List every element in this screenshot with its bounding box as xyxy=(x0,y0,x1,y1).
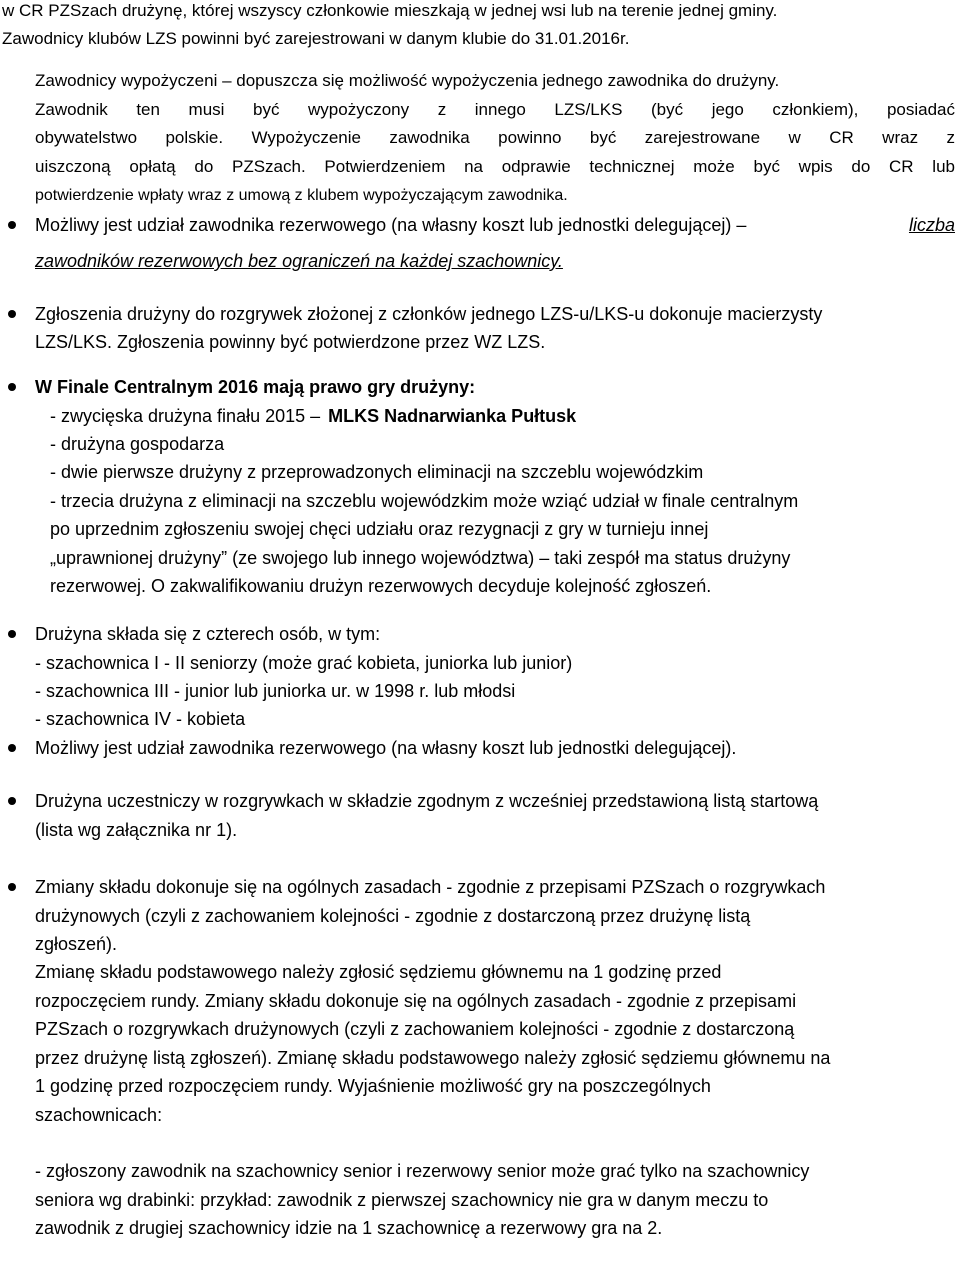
text-line: - drużyna gospodarza xyxy=(50,434,225,454)
text-line: Zawodnik ten musi być wypożyczony z innego LZS/LKS (być jego członkiem), posiadać xyxy=(35,100,955,119)
text-line: Zgłoszenia drużyny do rozgrywek złożonej z członków jednego LZS-u/LKS-u dokonuje macierzysty xyxy=(35,304,823,324)
section-heading: W Finale Centralnym 2016 mają prawo gry drużyny: xyxy=(35,377,476,397)
text-line: zawodnik z drugiej szachownicy idzie na 1 szachownicę a rezerwowy gra na 2. xyxy=(35,1218,663,1238)
text-line: Drużyna składa się z czterech osób, w tym: xyxy=(35,624,381,644)
text-line: Zawodnicy klubów LZS powinni być zarejestrowani w danym klubie do 31.01.2016r. xyxy=(2,29,630,48)
text-line: rezerwowej. O zakwalifikowaniu drużyn rezerwowych decyduje kolejność zgłoszeń. xyxy=(50,576,712,596)
team-name: MLKS Nadnarwianka Pułtusk xyxy=(328,406,577,426)
text-line: Zmiany składu dokonuje się na ogólnych zasadach - zgodnie z przepisami PZSzach o rozgrywkach xyxy=(35,877,826,897)
text-line: przez drużynę listą zgłoszeń). Zmianę składu podstawowego należy zgłosić sędziemu głównemu na xyxy=(35,1048,831,1068)
text-line: obywatelstwo polskie. Wypożyczenie zawodnika powinno być zarejestrowane w CR wraz z xyxy=(35,128,955,147)
text-line: LZS/LKS. Zgłoszenia powinny być potwierdzone przez WZ LZS. xyxy=(35,332,546,352)
text-line: PZSzach o rozgrywkach drużynowych (czyli z zachowaniem kolejności - zgodnie z dostarczoną xyxy=(35,1019,795,1039)
text-line: - trzecia drużyna z eliminacji na szczeblu wojewódzkim może wziąć udział w finale centralnym xyxy=(50,491,799,511)
text-line xyxy=(35,214,955,236)
bullet-point xyxy=(8,383,16,391)
text-line: rozpoczęciem rundy. Zmiany składu dokonuje się na ogólnych zasadach - zgodnie z przepisami xyxy=(35,991,797,1011)
bullet-point xyxy=(8,883,16,891)
text-segment: Możliwy jest udział zawodnika rezerwowego (na własny koszt lub jednostki delegującej) – xyxy=(35,215,747,235)
text-line: - szachownica I - II seniorzy (może grać kobieta, juniorka lub junior) xyxy=(35,653,573,673)
text-line: seniora wg drabinki: przykład: zawodnik z pierwszej szachownicy nie gra w danym meczu to xyxy=(35,1190,769,1210)
bullet-point xyxy=(8,221,16,229)
text-line: drużynowych (czyli z zachowaniem kolejności - zgodnie z dostarczoną przez drużynę listą xyxy=(35,906,751,926)
text-segment: - zwycięska drużyna finału 2015 – xyxy=(50,406,321,426)
text-line: 1 godzinę przed rozpoczęciem rundy. Wyjaśnienie możliwość gry na poszczególnych xyxy=(35,1076,711,1096)
text-line: - zgłoszony zawodnik na szachownicy senior i rezerwowy senior może grać tylko na szachownicy xyxy=(35,1161,810,1181)
text-line: uiszczoną opłatą do PZSzach. Potwierdzeniem na odprawie technicznej może być wpis do CR lub xyxy=(35,157,955,176)
text-line: szachownicach: xyxy=(35,1105,163,1125)
text-line: potwierdzenie wpłaty wraz z umową z klubem wypożyczającym zawodnika. xyxy=(35,187,568,204)
bullet-point xyxy=(8,744,16,752)
bullet-point xyxy=(8,310,16,318)
text-line: w CR PZSzach drużynę, której wszyscy członkowie mieszkają w jednej wsi lub na terenie jednej gminy. xyxy=(2,1,778,20)
text-line: Możliwy jest udział zawodnika rezerwowego (na własny koszt lub jednostki delegującej). xyxy=(35,738,737,758)
text-line: Drużyna uczestniczy w rozgrywkach w składzie zgodnym z wcześniej przedstawioną listą startową xyxy=(35,791,819,811)
emphasis-text: zawodników rezerwowych bez ograniczeń na każdej szachownicy. xyxy=(35,251,563,271)
text-line: - dwie pierwsze drużyny z przeprowadzonych eliminacji na szczeblu wojewódzkim xyxy=(50,462,704,482)
text-line: Zmianę składu podstawowego należy zgłosić sędziemu głównemu na 1 godzinę przed xyxy=(35,962,722,982)
text-line xyxy=(50,405,576,427)
text-line: zgłoszeń). xyxy=(35,934,118,954)
bullet-point xyxy=(8,797,16,805)
text-line: Zawodnicy wypożyczeni – dopuszcza się możliwość wypożyczenia jednego zawodnika do drużyny. xyxy=(35,71,780,90)
text-line: - szachownica IV - kobieta xyxy=(35,709,246,729)
text-line: po uprzednim zgłoszeniu swojej chęci udziału oraz rezygnacji z gry w turnieju innej xyxy=(50,519,709,539)
text-line: (lista wg załącznika nr 1). xyxy=(35,820,238,840)
bullet-point xyxy=(8,630,16,638)
emphasis-text: liczba xyxy=(908,215,955,235)
text-line: „uprawnionej drużyny” (ze swojego lub innego województwa) – taki zespół ma status drużyny xyxy=(50,548,791,568)
text-line: - szachownica III - junior lub juniorka ur. w 1998 r. lub młodsi xyxy=(35,681,516,701)
